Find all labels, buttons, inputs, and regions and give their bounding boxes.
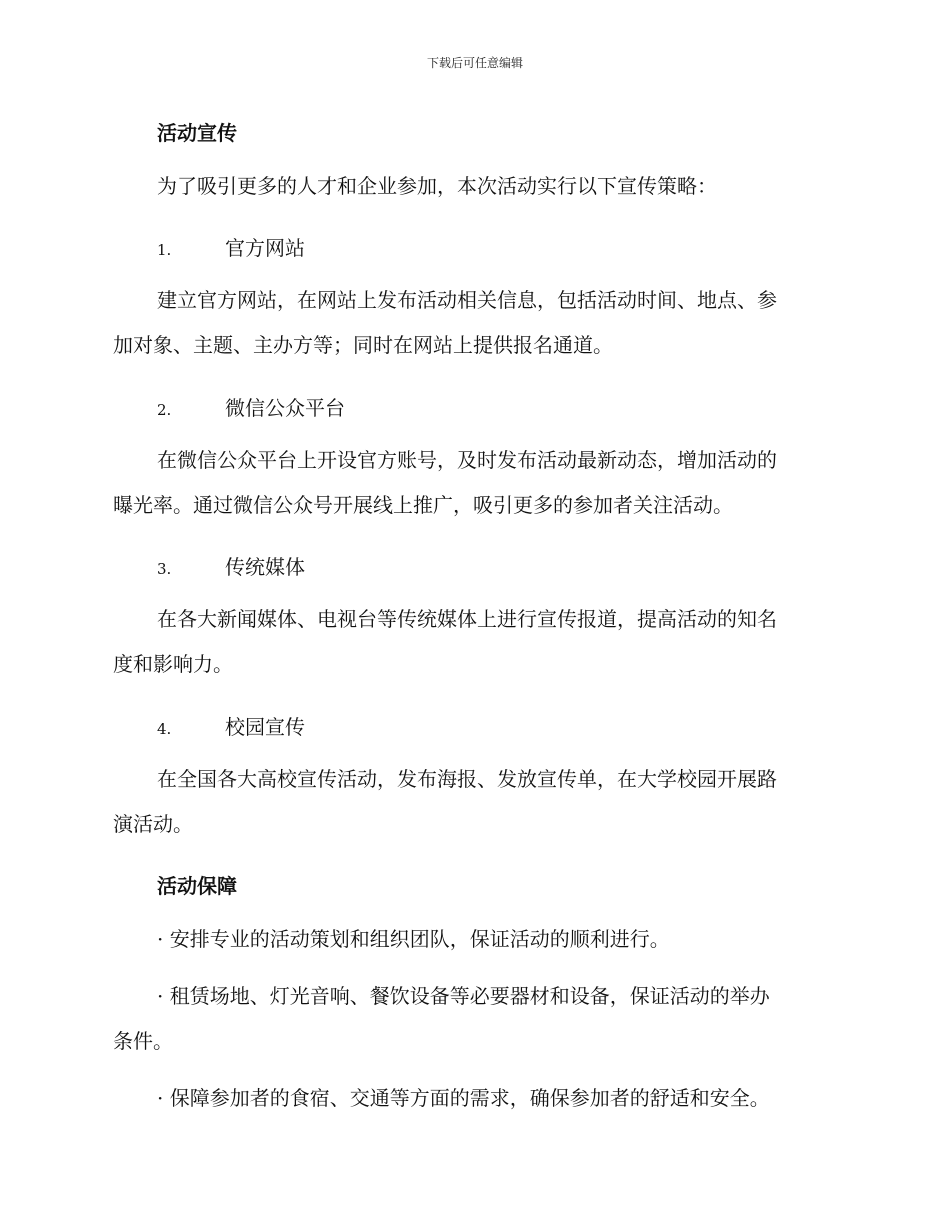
bullet-item-line: 条件。 bbox=[113, 1029, 173, 1053]
list-item-body-line: 建立官方网站，在网站上发布活动相关信息，包括活动时间、地点、参 bbox=[157, 288, 777, 312]
list-item-title: 传统媒体 bbox=[225, 555, 305, 579]
list-item-heading bbox=[157, 392, 345, 421]
list-item-heading bbox=[157, 551, 305, 580]
list-item-body-line: 加对象、主题、主办方等；同时在网站上提供报名通道。 bbox=[113, 333, 613, 357]
list-item-number: 4. bbox=[157, 720, 172, 738]
list-item-body bbox=[113, 757, 843, 847]
list-item-body bbox=[113, 278, 843, 368]
list-item-body-line: 曝光率。通过微信公众号开展线上推广，吸引更多的参加者关注活动。 bbox=[113, 493, 733, 517]
bullet-item-line: · 租赁场地、灯光音响、餐饮设备等必要器材和设备，保证活动的举办 bbox=[157, 984, 770, 1008]
list-item-title: 官方网站 bbox=[225, 236, 305, 260]
bullet-item-line: · 安排专业的活动策划和组织团队，保证活动的顺利进行。 bbox=[157, 927, 670, 951]
page-header: 下载后可任意编辑 bbox=[426, 56, 523, 70]
list-item-body bbox=[113, 597, 843, 687]
list-item-body-line: 度和影响力。 bbox=[113, 652, 233, 676]
list-item-body-line: 演活动。 bbox=[113, 812, 193, 836]
bullet-item bbox=[113, 1076, 843, 1121]
promo-intro-text: 为了吸引更多的人才和企业参加，本次活动实行以下宣传策略： bbox=[157, 174, 717, 198]
list-item-heading bbox=[157, 232, 305, 261]
list-item-number: 2. bbox=[157, 401, 172, 419]
list-item-heading bbox=[157, 711, 305, 740]
list-item-body bbox=[113, 438, 843, 528]
section-heading-guarantee: 活动保障 bbox=[157, 874, 237, 898]
list-item-number: 1. bbox=[157, 241, 172, 259]
list-item-title: 微信公众平台 bbox=[225, 396, 345, 420]
bullet-item bbox=[113, 917, 843, 962]
list-item-title: 校园宣传 bbox=[225, 715, 305, 739]
bullet-item bbox=[113, 974, 843, 1064]
promo-intro bbox=[113, 164, 843, 209]
list-item-body-line: 在微信公众平台上开设官方账号，及时发布活动最新动态，增加活动的 bbox=[157, 448, 777, 472]
list-item-number: 3. bbox=[157, 560, 172, 578]
bullet-item-line: · 保障参加者的食宿、交通等方面的需求，确保参加者的舒适和安全。 bbox=[157, 1086, 770, 1110]
section-heading-promo: 活动宣传 bbox=[157, 121, 237, 145]
list-item-body-line: 在各大新闻媒体、电视台等传统媒体上进行宣传报道，提高活动的知名 bbox=[157, 607, 777, 631]
list-item-body-line: 在全国各大高校宣传活动，发布海报、发放宣传单，在大学校园开展路 bbox=[157, 767, 777, 791]
